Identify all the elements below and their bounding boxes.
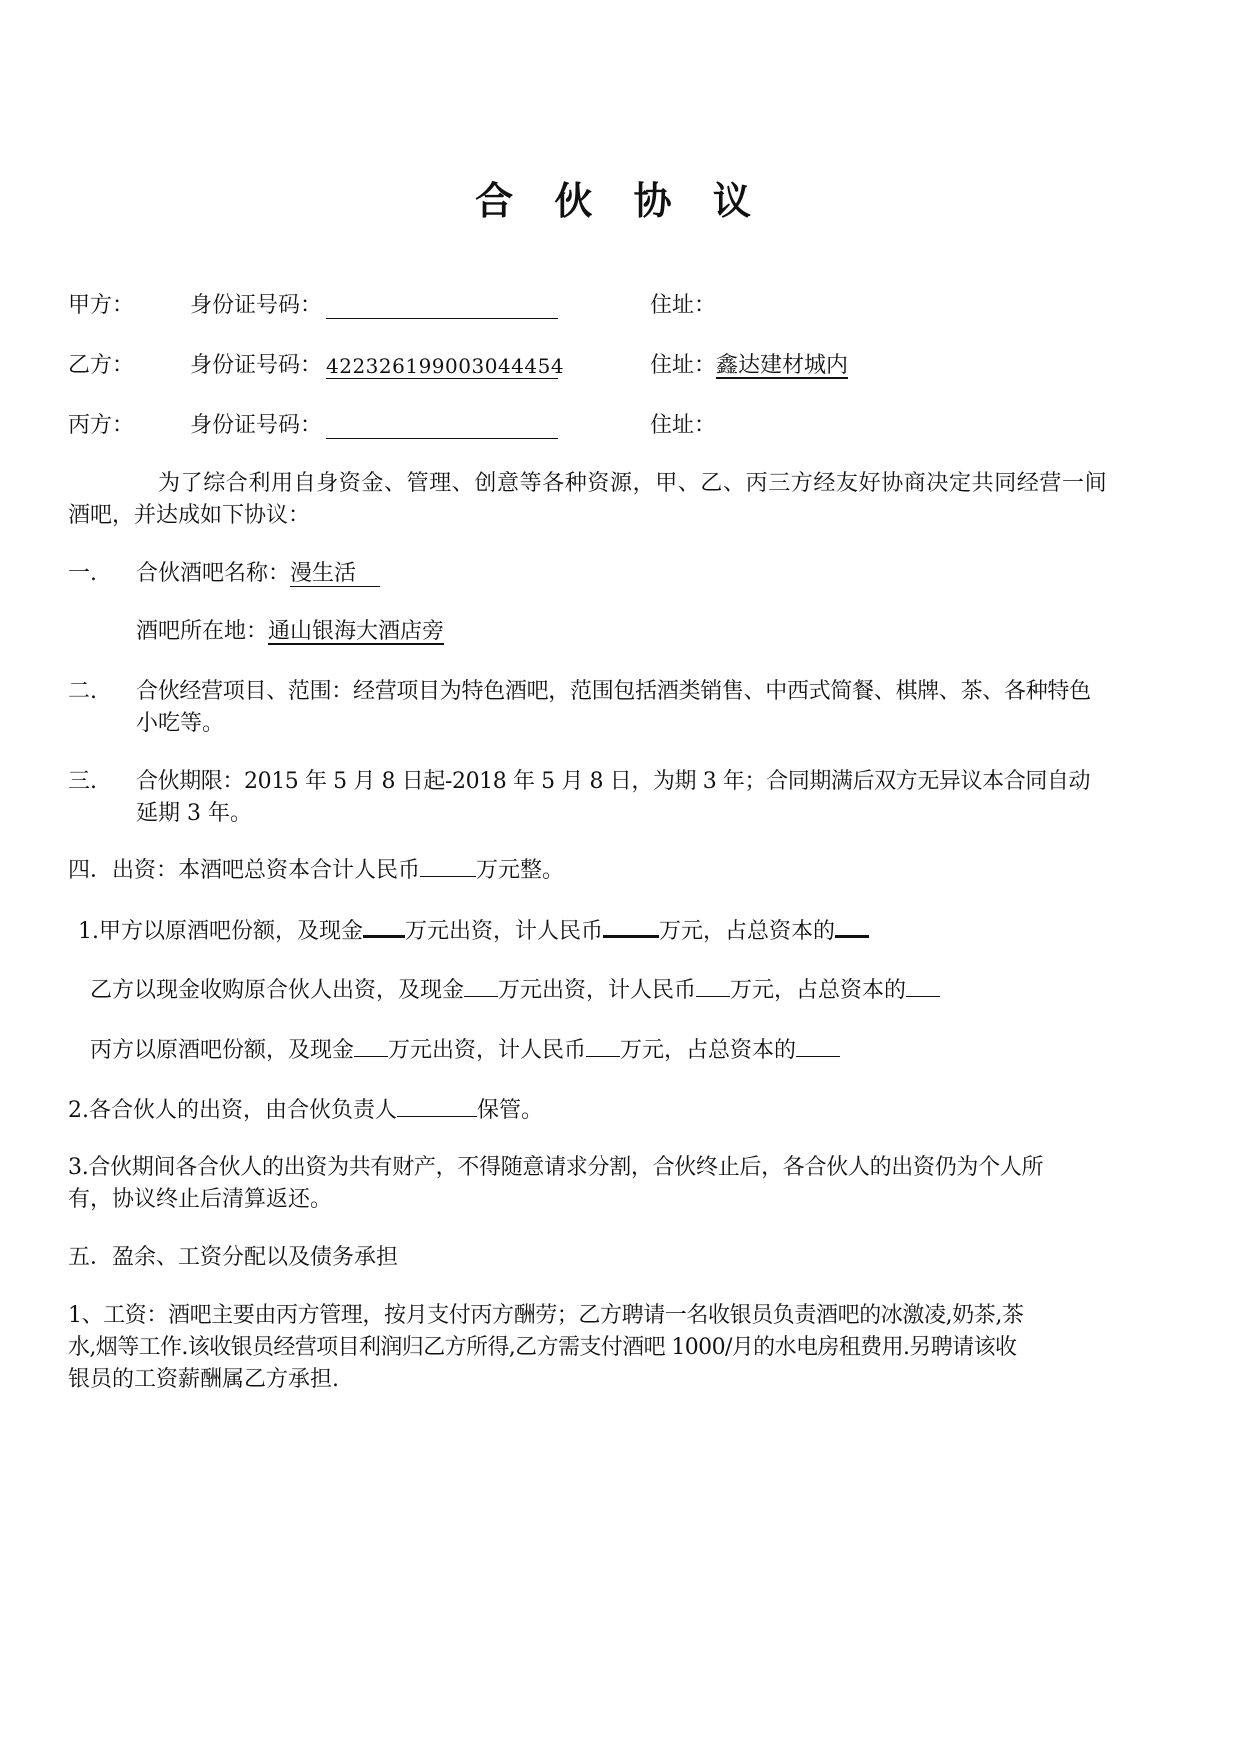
section-1-number: 一. [68,561,97,586]
party-b-address-label: 住址： [650,353,717,378]
common-property-line-1: 3.合伙期间各合伙人的出资为共有财产，不得随意请求分割，合伙终止后，各合伙人的出资仍为个人所 [68,1155,1044,1180]
bar-location-label: 酒吧所在地： [136,619,269,644]
party-c-label: 丙方： [68,413,135,438]
section-3-line-1: 合伙期限：2015 年 5 月 8 日起-2018 年 5 月 8 日，为期 3 年；合同期满后双方无异议本合同自动 [136,769,1091,794]
party-a-rmb-blank[interactable] [603,908,659,938]
section-5-heading: 五．盈余、工资分配以及债务承担 [68,1245,399,1270]
party-c-cash-blank[interactable] [354,1028,388,1057]
intro-line-2: 酒吧，并达成如下协议： [68,503,311,528]
section-4-heading: 四．出资：本酒吧总资本合计人民币 万元整。 [68,848,564,891]
section-2-line-2: 小吃等。 [136,711,225,736]
custodian-clause: 2.各合伙人的出资，由合伙负责人 保管。 [68,1088,543,1131]
wages-line-3: 银员的工资薪酬属乙方承担. [68,1367,339,1392]
contribution-party-a: 1.甲方以原酒吧份额，及现金 万元出资，计人民币 万元，占总资本的 [78,908,869,952]
wages-line-1: 1、工资：酒吧主要由丙方管理，按月支付丙方酬劳；乙方聘请一名收银员负责酒吧的冰激凌,奶茶,茶 [68,1303,1024,1328]
party-b-cash-blank[interactable] [464,968,498,997]
party-b-share-blank[interactable] [906,968,940,997]
party-a-id-field[interactable] [326,288,558,319]
bar-location-value: 通山银海大酒店旁 [268,619,445,644]
party-c-id-field[interactable] [326,408,558,439]
party-c-rmb-blank[interactable] [586,1028,620,1057]
party-a-cash-blank[interactable] [363,908,405,938]
custodian-blank[interactable] [397,1088,477,1117]
party-b-id-label: 身份证号码： [190,353,323,378]
contribution-party-b: 乙方以现金收购原合伙人出资，及现金 万元出资，计人民币 万元，占总资本的 [90,968,940,1011]
contribution-party-c: 丙方以原酒吧份额，及现金 万元出资，计人民币 万元，占总资本的 [90,1028,840,1071]
section-2-line-1: 合伙经营项目、范围：经营项目为特色酒吧，范围包括酒类销售、中西式简餐、棋牌、茶、各种特色 [136,679,1091,704]
party-a-id-label: 身份证号码： [190,293,323,318]
bar-name-value: 漫生活 [290,554,380,587]
party-c-share-blank[interactable] [796,1028,840,1057]
party-a-address-label: 住址： [650,293,717,318]
party-b-rmb-blank[interactable] [696,968,730,997]
party-b-address-value: 鑫达建材城内 [716,353,849,378]
party-c-id-label: 身份证号码： [190,413,323,438]
section-3-number: 三. [68,769,97,794]
common-property-line-2: 有，协议终止后清算返还。 [68,1187,333,1212]
wages-line-2: 水,烟等工作.该收银员经营项目利润归乙方所得,乙方需支付酒吧 1000/月的水电房租费用.另聘请该收 [68,1335,1017,1360]
section-3-line-2: 延期 3 年。 [136,801,252,826]
party-c-address-label: 住址： [650,413,717,438]
bar-name-label: 合伙酒吧名称： [136,561,291,586]
intro-line-1: 为了综合利用自身资金、管理、创意等各种资源，甲、乙、丙三方经友好协商决定共同经营一间 [158,471,1108,496]
party-a-label: 甲方： [68,293,135,318]
document-title: 合 伙 协 议 [475,179,765,223]
party-b-id-field[interactable]: 422326199003044454 [326,346,558,379]
party-a-share-blank[interactable] [835,908,869,938]
party-b-label: 乙方： [68,353,135,378]
section-2-number: 二. [68,679,97,704]
total-capital-blank[interactable] [420,848,476,877]
